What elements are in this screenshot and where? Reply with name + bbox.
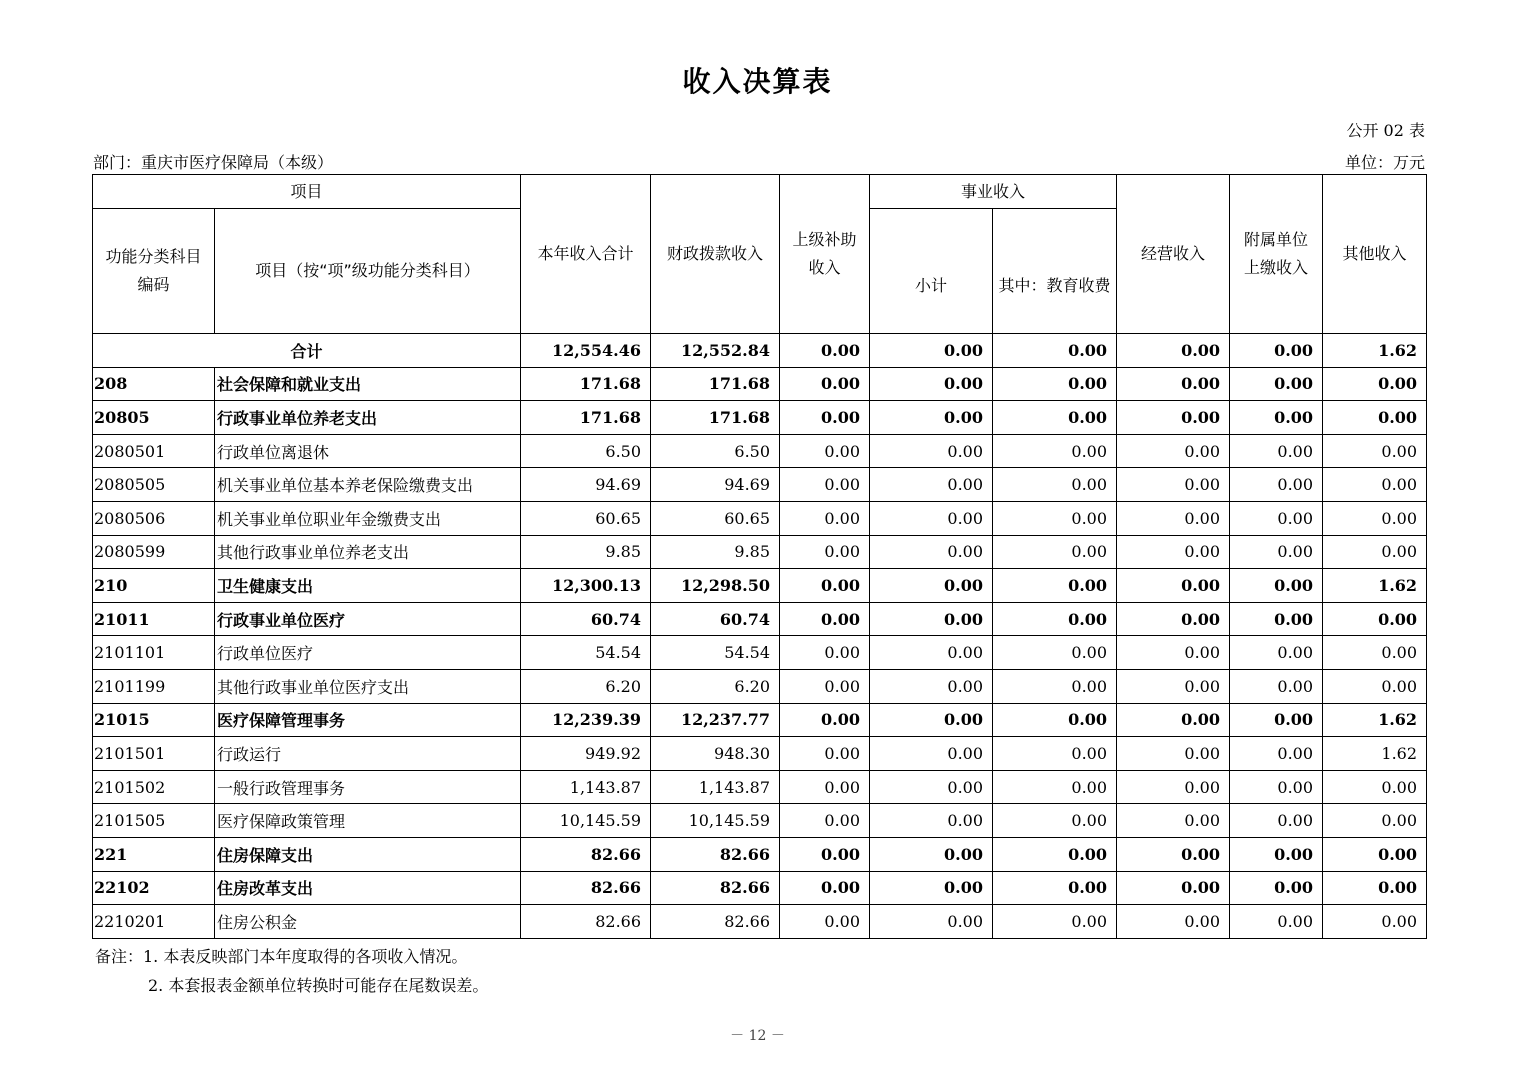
row-code: 2101199 xyxy=(93,669,215,703)
row-value: 0.00 xyxy=(1323,434,1427,468)
row-value: 0.00 xyxy=(1117,636,1230,670)
row-value: 0.00 xyxy=(870,367,993,401)
row-value: 0.00 xyxy=(1230,569,1323,603)
row-name: 住房保障支出 xyxy=(215,837,521,871)
row-code: 221 xyxy=(93,837,215,871)
row-value: 9.85 xyxy=(521,535,651,569)
row-value: 0.00 xyxy=(1230,434,1323,468)
row-value: 0.00 xyxy=(993,434,1117,468)
row-value: 0.00 xyxy=(1117,669,1230,703)
form-number: 公开 02 表 xyxy=(1346,121,1425,140)
row-value: 0.00 xyxy=(993,602,1117,636)
table-row xyxy=(93,434,1427,468)
row-value: 0.00 xyxy=(1230,669,1323,703)
total-label: 合计 xyxy=(93,334,521,368)
table-row xyxy=(93,569,1427,603)
row-value: 0.00 xyxy=(870,401,993,435)
row-code: 20805 xyxy=(93,401,215,435)
row-value: 0.00 xyxy=(1323,905,1427,939)
row-value: 1,143.87 xyxy=(521,770,651,804)
header-business: 事业收入 xyxy=(870,175,1117,209)
row-value: 0.00 xyxy=(1117,468,1230,502)
table-row xyxy=(93,905,1427,939)
row-name: 行政运行 xyxy=(215,737,521,771)
row-value: 0.00 xyxy=(993,837,1117,871)
table-row xyxy=(93,669,1427,703)
row-value: 0.00 xyxy=(1323,602,1427,636)
row-value: 0.00 xyxy=(993,367,1117,401)
row-code: 2101501 xyxy=(93,737,215,771)
row-value: 0.00 xyxy=(870,804,993,838)
row-value: 0.00 xyxy=(993,636,1117,670)
row-value: 0.00 xyxy=(993,770,1117,804)
row-value: 0.00 xyxy=(993,703,1117,737)
row-value: 0.00 xyxy=(870,535,993,569)
total-row xyxy=(93,334,1427,368)
row-name: 机关事业单位职业年金缴费支出 xyxy=(215,501,521,535)
header-affiliated: 附属单位上缴收入 xyxy=(1230,175,1323,334)
row-value: 82.66 xyxy=(651,871,780,905)
row-value: 0.00 xyxy=(1230,535,1323,569)
row-value: 60.74 xyxy=(651,602,780,636)
row-code: 2101101 xyxy=(93,636,215,670)
row-value: 0.00 xyxy=(780,770,870,804)
row-value: 0.00 xyxy=(1230,905,1323,939)
header-operating: 经营收入 xyxy=(1117,175,1230,334)
table-row xyxy=(93,535,1427,569)
row-value: 0.00 xyxy=(1117,602,1230,636)
total-cell: 0.00 xyxy=(870,334,993,368)
row-value: 9.85 xyxy=(651,535,780,569)
table-row xyxy=(93,837,1427,871)
table-row xyxy=(93,501,1427,535)
income-table xyxy=(92,174,1427,939)
row-value: 0.00 xyxy=(870,871,993,905)
row-value: 0.00 xyxy=(1230,401,1323,435)
row-name: 其他行政事业单位医疗支出 xyxy=(215,669,521,703)
row-value: 0.00 xyxy=(780,367,870,401)
row-code: 2080501 xyxy=(93,434,215,468)
row-name: 医疗保障政策管理 xyxy=(215,804,521,838)
row-value: 0.00 xyxy=(780,569,870,603)
row-value: 171.68 xyxy=(521,401,651,435)
total-cell: 12,552.84 xyxy=(651,334,780,368)
row-code: 2101505 xyxy=(93,804,215,838)
total-cell: 0.00 xyxy=(1230,334,1323,368)
row-name: 医疗保障管理事务 xyxy=(215,703,521,737)
row-value: 0.00 xyxy=(993,569,1117,603)
row-value: 60.65 xyxy=(521,501,651,535)
row-name: 其他行政事业单位养老支出 xyxy=(215,535,521,569)
row-value: 0.00 xyxy=(993,737,1117,771)
total-cell: 0.00 xyxy=(1117,334,1230,368)
header-code: 功能分类科目编码 xyxy=(93,209,215,334)
row-name: 卫生健康支出 xyxy=(215,569,521,603)
row-value: 0.00 xyxy=(1230,636,1323,670)
row-value: 54.54 xyxy=(651,636,780,670)
row-value: 171.68 xyxy=(651,401,780,435)
row-value: 0.00 xyxy=(780,636,870,670)
header-education: 其中：教育收费 xyxy=(993,209,1117,334)
row-value: 0.00 xyxy=(1230,837,1323,871)
row-value: 0.00 xyxy=(870,905,993,939)
row-value: 0.00 xyxy=(780,905,870,939)
row-value: 12,298.50 xyxy=(651,569,780,603)
row-value: 0.00 xyxy=(780,434,870,468)
row-name: 机关事业单位基本养老保险缴费支出 xyxy=(215,468,521,502)
header-project: 项目 xyxy=(93,175,521,209)
row-value: 94.69 xyxy=(651,468,780,502)
row-value: 0.00 xyxy=(1230,602,1323,636)
row-value: 171.68 xyxy=(651,367,780,401)
row-value: 0.00 xyxy=(1117,737,1230,771)
row-value: 10,145.59 xyxy=(521,804,651,838)
row-code: 2210201 xyxy=(93,905,215,939)
row-value: 0.00 xyxy=(1117,871,1230,905)
row-value: 0.00 xyxy=(1117,501,1230,535)
row-value: 1.62 xyxy=(1323,569,1427,603)
row-value: 0.00 xyxy=(870,669,993,703)
row-value: 0.00 xyxy=(1323,837,1427,871)
row-value: 0.00 xyxy=(1117,770,1230,804)
row-value: 60.74 xyxy=(521,602,651,636)
header-superior: 上级补助收入 xyxy=(780,175,870,334)
row-value: 0.00 xyxy=(780,602,870,636)
row-value: 0.00 xyxy=(1323,401,1427,435)
unit-label: 单位：万元 xyxy=(1344,153,1425,172)
row-value: 0.00 xyxy=(1323,871,1427,905)
row-value: 0.00 xyxy=(1323,501,1427,535)
row-value: 0.00 xyxy=(1323,468,1427,502)
page-title: 收入决算表 xyxy=(682,65,833,98)
row-code: 2080599 xyxy=(93,535,215,569)
row-code: 210 xyxy=(93,569,215,603)
row-value: 0.00 xyxy=(1117,905,1230,939)
row-value: 0.00 xyxy=(780,669,870,703)
row-value: 82.66 xyxy=(521,837,651,871)
row-value: 0.00 xyxy=(1117,535,1230,569)
row-value: 948.30 xyxy=(651,737,780,771)
row-value: 0.00 xyxy=(780,535,870,569)
row-code: 2080506 xyxy=(93,501,215,535)
row-value: 0.00 xyxy=(1323,367,1427,401)
row-code: 21015 xyxy=(93,703,215,737)
table-row xyxy=(93,636,1427,670)
row-value: 12,300.13 xyxy=(521,569,651,603)
row-value: 94.69 xyxy=(521,468,651,502)
header-item: 项目（按“项”级功能分类科目） xyxy=(215,209,521,334)
row-value: 82.66 xyxy=(651,905,780,939)
row-code: 21011 xyxy=(93,602,215,636)
row-name: 行政单位医疗 xyxy=(215,636,521,670)
row-code: 2101502 xyxy=(93,770,215,804)
page-number: － 12 － xyxy=(730,1028,785,1044)
table-row xyxy=(93,804,1427,838)
row-value: 6.50 xyxy=(521,434,651,468)
row-value: 0.00 xyxy=(870,434,993,468)
header-other: 其他收入 xyxy=(1323,175,1427,334)
row-name: 一般行政管理事务 xyxy=(215,770,521,804)
row-value: 0.00 xyxy=(870,569,993,603)
total-cell: 0.00 xyxy=(780,334,870,368)
table-row xyxy=(93,367,1427,401)
row-name: 社会保障和就业支出 xyxy=(215,367,521,401)
row-value: 6.20 xyxy=(521,669,651,703)
row-value: 0.00 xyxy=(993,804,1117,838)
row-value: 0.00 xyxy=(870,703,993,737)
table-row xyxy=(93,737,1427,771)
row-name: 行政单位离退休 xyxy=(215,434,521,468)
row-value: 0.00 xyxy=(1117,367,1230,401)
row-value: 12,239.39 xyxy=(521,703,651,737)
department-label: 部门：重庆市医疗保障局（本级） xyxy=(93,153,334,172)
row-value: 0.00 xyxy=(993,905,1117,939)
header-total: 本年收入合计 xyxy=(521,175,651,334)
row-value: 0.00 xyxy=(780,401,870,435)
row-value: 0.00 xyxy=(1230,501,1323,535)
row-name: 行政事业单位医疗 xyxy=(215,602,521,636)
note-2: 2. 本套报表金额单位转换时可能存在尾数误差。 xyxy=(148,976,489,995)
row-value: 82.66 xyxy=(521,871,651,905)
row-value: 54.54 xyxy=(521,636,651,670)
row-value: 0.00 xyxy=(1230,770,1323,804)
note-1: 备注：1. 本表反映部门本年度取得的各项收入情况。 xyxy=(95,947,468,966)
row-value: 10,145.59 xyxy=(651,804,780,838)
row-value: 60.65 xyxy=(651,501,780,535)
row-value: 0.00 xyxy=(1117,434,1230,468)
row-value: 1.62 xyxy=(1323,737,1427,771)
row-name: 行政事业单位养老支出 xyxy=(215,401,521,435)
table-row xyxy=(93,703,1427,737)
row-value: 0.00 xyxy=(870,837,993,871)
table-row xyxy=(93,871,1427,905)
row-name: 住房公积金 xyxy=(215,905,521,939)
table-row xyxy=(93,401,1427,435)
row-value: 1.62 xyxy=(1323,703,1427,737)
row-value: 1,143.87 xyxy=(651,770,780,804)
row-value: 0.00 xyxy=(1323,804,1427,838)
row-value: 0.00 xyxy=(993,535,1117,569)
row-value: 0.00 xyxy=(780,871,870,905)
row-value: 0.00 xyxy=(870,770,993,804)
total-cell: 1.62 xyxy=(1323,334,1427,368)
row-value: 171.68 xyxy=(521,367,651,401)
row-value: 12,237.77 xyxy=(651,703,780,737)
row-value: 949.92 xyxy=(521,737,651,771)
row-value: 0.00 xyxy=(1117,703,1230,737)
row-value: 0.00 xyxy=(1117,401,1230,435)
row-code: 208 xyxy=(93,367,215,401)
row-value: 0.00 xyxy=(870,501,993,535)
row-value: 82.66 xyxy=(521,905,651,939)
row-value: 0.00 xyxy=(870,468,993,502)
header-fiscal: 财政拨款收入 xyxy=(651,175,780,334)
row-value: 0.00 xyxy=(780,501,870,535)
row-value: 0.00 xyxy=(993,401,1117,435)
row-value: 0.00 xyxy=(993,871,1117,905)
row-value: 0.00 xyxy=(780,837,870,871)
row-value: 0.00 xyxy=(1323,535,1427,569)
row-value: 0.00 xyxy=(1323,669,1427,703)
row-value: 0.00 xyxy=(870,602,993,636)
row-value: 0.00 xyxy=(1230,703,1323,737)
row-value: 0.00 xyxy=(993,501,1117,535)
row-value: 0.00 xyxy=(780,804,870,838)
row-value: 0.00 xyxy=(993,468,1117,502)
row-code: 2080505 xyxy=(93,468,215,502)
total-cell: 0.00 xyxy=(993,334,1117,368)
row-value: 0.00 xyxy=(1230,737,1323,771)
row-value: 0.00 xyxy=(1323,636,1427,670)
row-value: 0.00 xyxy=(780,703,870,737)
row-value: 0.00 xyxy=(993,669,1117,703)
row-code: 22102 xyxy=(93,871,215,905)
row-value: 6.50 xyxy=(651,434,780,468)
row-value: 0.00 xyxy=(780,468,870,502)
row-value: 0.00 xyxy=(1117,837,1230,871)
row-value: 0.00 xyxy=(780,737,870,771)
row-value: 0.00 xyxy=(870,636,993,670)
table-row xyxy=(93,602,1427,636)
row-value: 0.00 xyxy=(1230,468,1323,502)
row-value: 82.66 xyxy=(651,837,780,871)
table-row xyxy=(93,468,1427,502)
row-value: 0.00 xyxy=(1230,871,1323,905)
row-value: 0.00 xyxy=(1117,569,1230,603)
row-value: 0.00 xyxy=(1323,770,1427,804)
row-value: 0.00 xyxy=(1117,804,1230,838)
row-name: 住房改革支出 xyxy=(215,871,521,905)
row-value: 0.00 xyxy=(1230,804,1323,838)
total-cell: 12,554.46 xyxy=(521,334,651,368)
table-row xyxy=(93,770,1427,804)
row-value: 0.00 xyxy=(1230,367,1323,401)
row-value: 6.20 xyxy=(651,669,780,703)
row-value: 0.00 xyxy=(870,737,993,771)
header-subtotal: 小计 xyxy=(870,209,993,334)
